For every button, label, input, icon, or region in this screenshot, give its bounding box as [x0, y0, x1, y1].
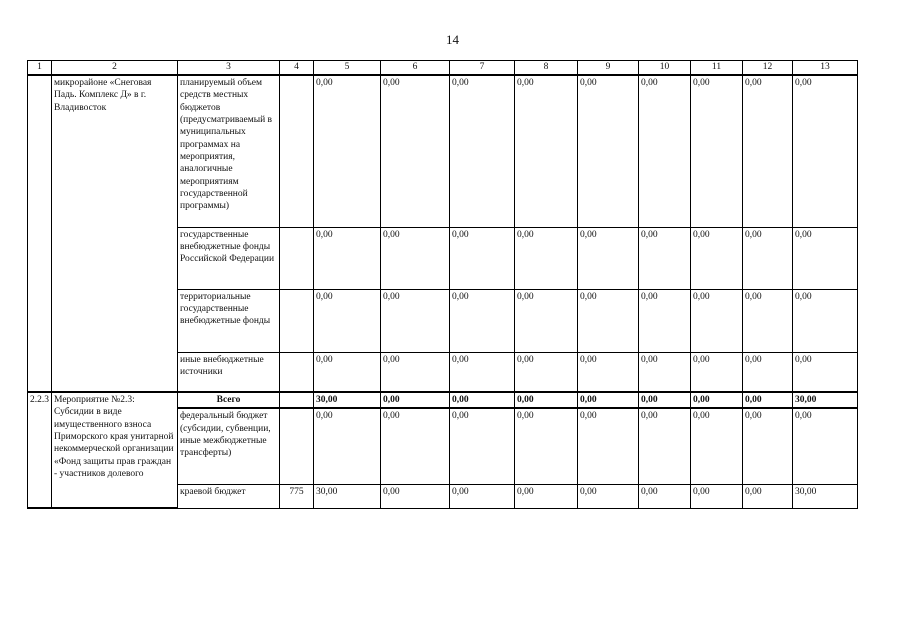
funding-source-cell: федеральный бюджет (субсидии, субвенции, иные межбюджетные трансферты): [178, 408, 280, 484]
value-cell: 0,00: [578, 227, 639, 289]
column-number: 8: [515, 61, 578, 76]
value-cell: 0,00: [691, 484, 743, 508]
code-cell: [280, 352, 314, 392]
code-cell: [280, 289, 314, 352]
value-cell: 0,00: [450, 484, 515, 508]
column-number: 1: [28, 61, 52, 76]
funding-source-cell: Всего: [178, 392, 280, 408]
value-cell: 0,00: [515, 408, 578, 484]
funding-source-cell: территориальные государственные внебюджетные фонды: [178, 289, 280, 352]
column-number: 3: [178, 61, 280, 76]
value-cell: 0,00: [743, 75, 793, 227]
value-cell: 0,00: [691, 352, 743, 392]
column-number: 6: [381, 61, 450, 76]
column-number: 13: [793, 61, 858, 76]
value-cell: 0,00: [793, 75, 858, 227]
code-cell: [280, 227, 314, 289]
column-number: 9: [578, 61, 639, 76]
value-cell: 0,00: [381, 484, 450, 508]
value-cell: 0,00: [743, 227, 793, 289]
value-cell: 0,00: [381, 392, 450, 408]
funding-source-cell: государственные внебюджетные фонды Российской Федерации: [178, 227, 280, 289]
value-cell: 0,00: [691, 289, 743, 352]
value-cell: 0,00: [515, 289, 578, 352]
code-cell: [280, 408, 314, 484]
value-cell: 0,00: [515, 484, 578, 508]
value-cell: 0,00: [314, 408, 381, 484]
value-cell: 0,00: [639, 408, 691, 484]
value-cell: 0,00: [639, 392, 691, 408]
column-number: 11: [691, 61, 743, 76]
code-cell: [280, 75, 314, 227]
value-cell: 30,00: [314, 484, 381, 508]
value-cell: 0,00: [314, 289, 381, 352]
funding-source-cell: планируемый объем средств местных бюджетов (предусматриваемый в муниципальных программах на мероприятия, аналогичные мероприятиям государственной программы): [178, 75, 280, 227]
value-cell: 0,00: [743, 289, 793, 352]
value-cell: 0,00: [314, 75, 381, 227]
table-row: [28, 75, 858, 227]
budget-table: [27, 60, 858, 509]
value-cell: 0,00: [743, 392, 793, 408]
value-cell: 0,00: [515, 352, 578, 392]
value-cell: 0,00: [793, 408, 858, 484]
value-cell: 0,00: [450, 408, 515, 484]
value-cell: 0,00: [314, 227, 381, 289]
value-cell: 0,00: [381, 408, 450, 484]
value-cell: 0,00: [450, 227, 515, 289]
value-cell: 0,00: [639, 227, 691, 289]
value-cell: 30,00: [314, 392, 381, 408]
value-cell: 0,00: [743, 484, 793, 508]
funding-source-cell: краевой бюджет: [178, 484, 280, 508]
code-cell: 775: [280, 484, 314, 508]
value-cell: 0,00: [515, 227, 578, 289]
value-cell: 0,00: [381, 227, 450, 289]
value-cell: 0,00: [793, 289, 858, 352]
activity-name-cell: Мероприятие №2.3: Субсидии в виде имущественного взноса Приморского края унитарной некоммерческой организации «Фонд защиты прав граждан - участников долевого: [52, 392, 178, 508]
code-cell: [280, 392, 314, 408]
value-cell: 0,00: [578, 289, 639, 352]
value-cell: 30,00: [793, 392, 858, 408]
value-cell: 0,00: [578, 392, 639, 408]
column-number: 12: [743, 61, 793, 76]
value-cell: 0,00: [639, 75, 691, 227]
column-number: 7: [450, 61, 515, 76]
value-cell: 0,00: [578, 75, 639, 227]
value-cell: 0,00: [639, 289, 691, 352]
value-cell: 0,00: [450, 289, 515, 352]
column-number: 4: [280, 61, 314, 76]
value-cell: 0,00: [381, 289, 450, 352]
value-cell: 30,00: [793, 484, 858, 508]
value-cell: 0,00: [450, 392, 515, 408]
value-cell: 0,00: [793, 352, 858, 392]
value-cell: 0,00: [691, 408, 743, 484]
value-cell: 0,00: [381, 352, 450, 392]
funding-source-cell: иные внебюджетные источники: [178, 352, 280, 392]
row-id-cell: 2.2.3: [28, 392, 52, 508]
value-cell: 0,00: [578, 484, 639, 508]
value-cell: 0,00: [743, 408, 793, 484]
value-cell: 0,00: [793, 227, 858, 289]
page-number: 14: [446, 32, 459, 47]
value-cell: 0,00: [691, 75, 743, 227]
table-row: [28, 392, 858, 408]
row-id-cell: [28, 75, 52, 392]
column-number: 10: [639, 61, 691, 76]
value-cell: 0,00: [639, 484, 691, 508]
value-cell: 0,00: [314, 352, 381, 392]
activity-name-cell: микрорайоне «Снеговая Падь. Комплекс Д» в г. Владивосток: [52, 75, 178, 392]
value-cell: 0,00: [381, 75, 450, 227]
value-cell: 0,00: [743, 352, 793, 392]
value-cell: 0,00: [578, 352, 639, 392]
column-number: 2: [52, 61, 178, 76]
value-cell: 0,00: [639, 352, 691, 392]
value-cell: 0,00: [578, 408, 639, 484]
column-number-row: [28, 61, 858, 76]
value-cell: 0,00: [691, 392, 743, 408]
value-cell: 0,00: [450, 352, 515, 392]
value-cell: 0,00: [515, 392, 578, 408]
column-number: 5: [314, 61, 381, 76]
value-cell: 0,00: [450, 75, 515, 227]
value-cell: 0,00: [691, 227, 743, 289]
value-cell: 0,00: [515, 75, 578, 227]
